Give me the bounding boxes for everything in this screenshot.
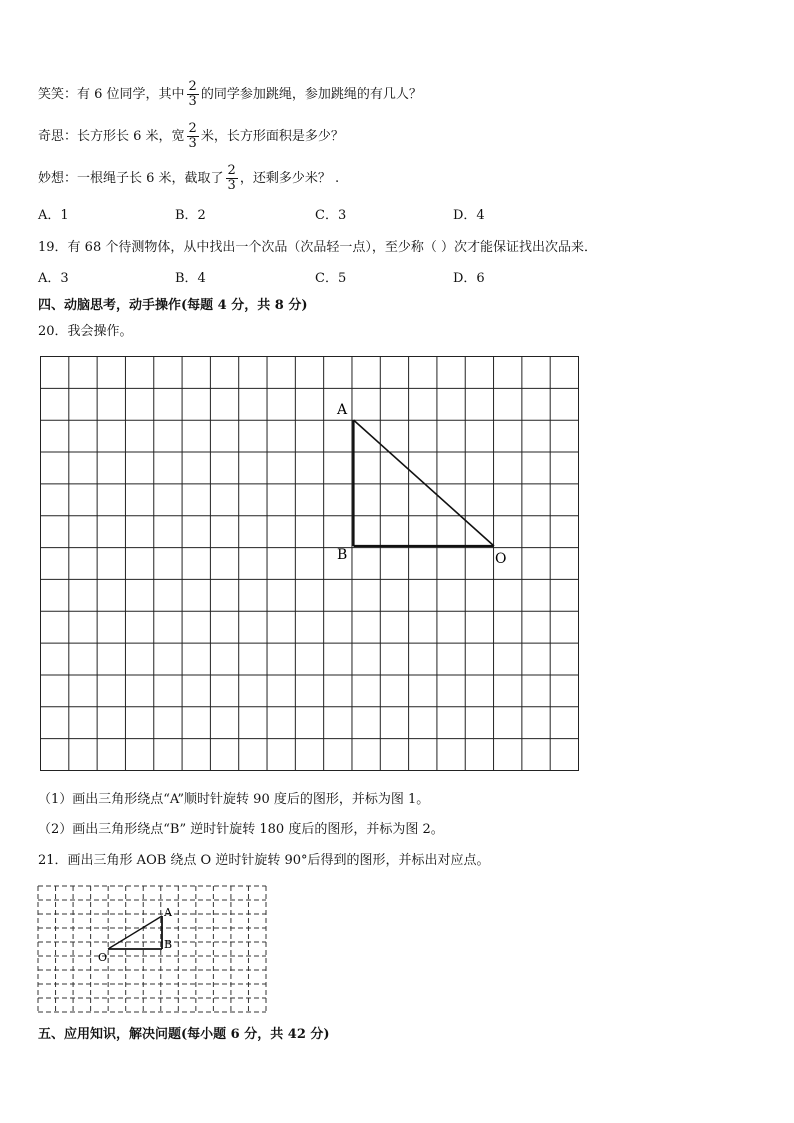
q20-label-a: A	[337, 402, 348, 418]
q21-label-a: A	[164, 906, 172, 919]
q18-option-b: B．2	[175, 208, 206, 223]
q21-triangle	[108, 916, 162, 949]
fraction-two-thirds: $\frac{2}{3}$	[188, 121, 197, 151]
q19-option-d: D．6	[453, 271, 485, 286]
q20-sub2: （2）画出三角形绕点“B” 逆时针旋转 180 度后的图形，并标为图 2。	[38, 822, 444, 837]
q21-question: 21．画出三角形 AOB 绕点 O 逆时针旋转 90°后得到的图形，并标出对应点。	[38, 853, 490, 868]
fraction-two-thirds: $\frac{2}{3}$	[227, 163, 236, 193]
section4-title: 四、动脑思考，动手操作(每题 4 分，共 8 分)	[38, 298, 308, 313]
q18-line1-post: 的同学参加跳绳，参加跳绳的有几人？	[200, 87, 422, 102]
q18-line2-pre: 奇思：长方形长 6 米，宽	[38, 129, 185, 144]
q21-label-o: O	[98, 951, 108, 964]
q19-option-b: B．4	[175, 271, 206, 286]
q20-question: 20．我会操作。	[38, 324, 133, 339]
q19-option-a: A．3	[38, 271, 69, 286]
q20-label-o: O	[495, 551, 507, 567]
q21-side-oa	[108, 916, 162, 949]
q21-label-b: B	[164, 938, 173, 951]
q18-option-d: D．4	[453, 208, 485, 223]
q18-line2-post: 米，长方形面积是多少？	[200, 129, 344, 144]
q19-option-c: C．5	[315, 271, 347, 286]
q18-line1-pre: 笑笑：有 6 位同学，其中	[38, 87, 185, 102]
q18-option-a: A．1	[38, 208, 69, 223]
q20-label-b: B	[337, 547, 348, 563]
q19-question: 19．有 68 个待测物体，从中找出一个次品（次品轻一点），至少称（ ）次才能保证找出次品来．	[38, 240, 597, 255]
fraction-two-thirds: $\frac{2}{3}$	[188, 79, 197, 109]
section5-title: 五、应用知识，解决问题(每小题 6 分，共 42 分)	[38, 1027, 330, 1042]
q20-sub1: （1）画出三角形绕点“A”顺时针旋转 90 度后的图形，并标为图 1。	[38, 792, 430, 807]
q18-option-c: C．3	[315, 208, 347, 223]
q18-line3-post: ，还剩多少米？ .	[239, 171, 340, 186]
q18-line3-pre: 妙想：一根绳子长 6 米，截取了	[38, 171, 224, 186]
